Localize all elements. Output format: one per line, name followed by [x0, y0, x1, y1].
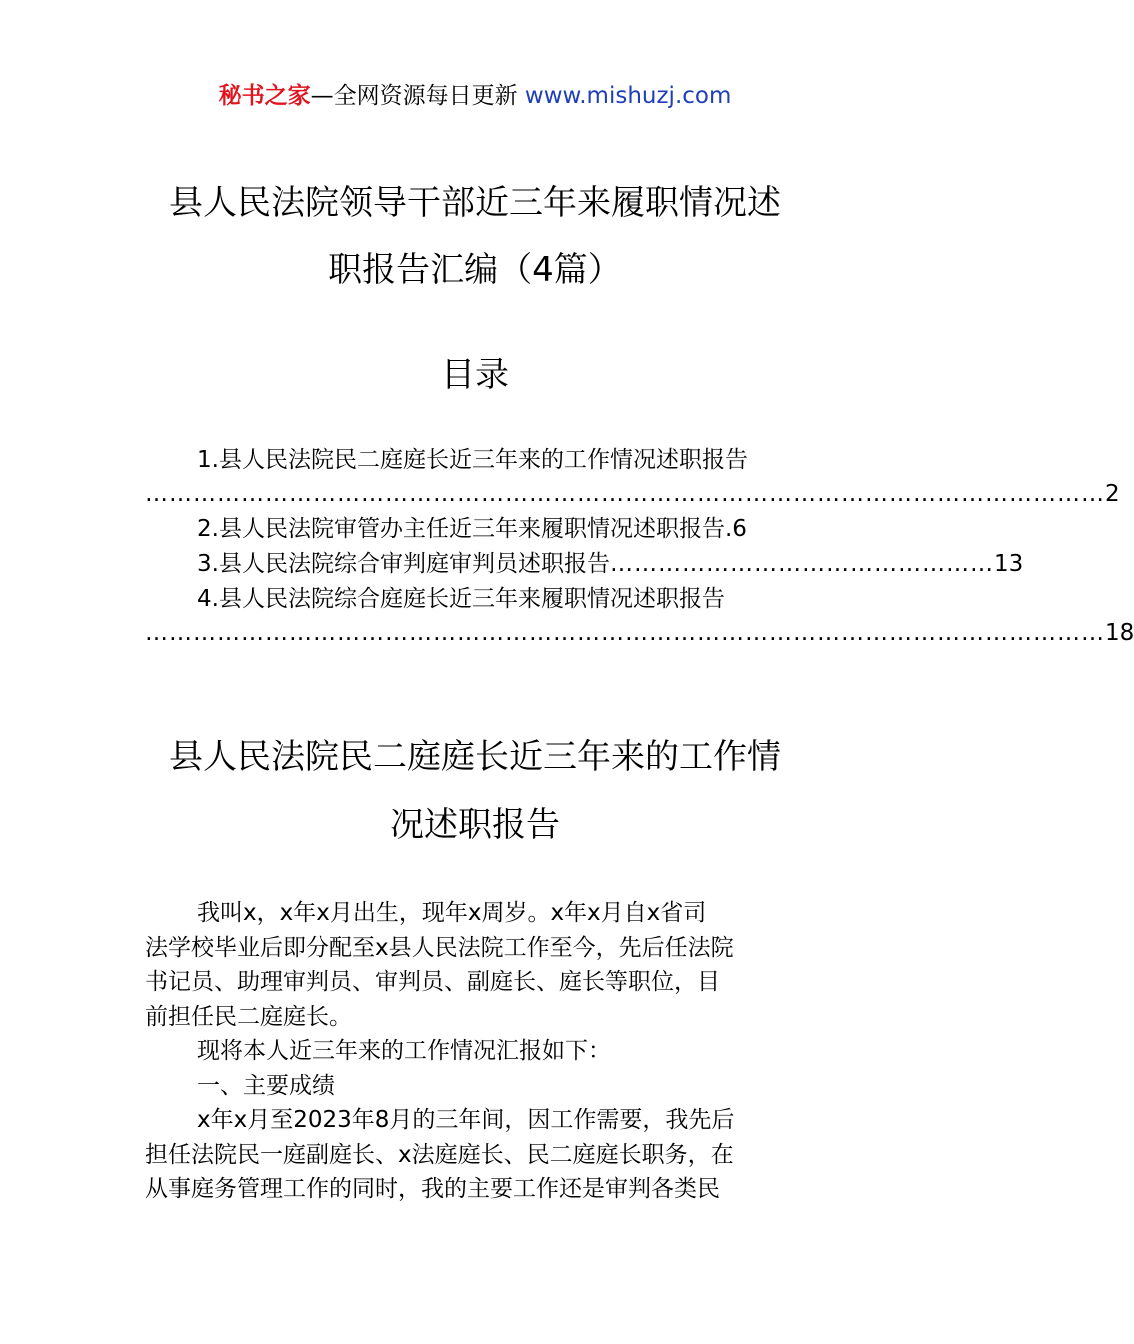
toc-item-1-text[interactable]: 1.县人民法院民二庭庭长近三年来的工作情况述职报告	[197, 447, 748, 473]
article-body	[145, 896, 805, 1207]
toc-item-2[interactable]	[145, 513, 805, 545]
brand-name: 秘书之家	[218, 83, 311, 109]
paragraph-3-line-3: 从事庭务管理工作的同时，我的主要工作还是审判各类民	[145, 1176, 720, 1202]
paragraph-3-line-2: 担任法院民一庭副庭长、x法庭庭长、民二庭庭长职务，在	[145, 1141, 734, 1168]
toc-item-3[interactable]	[145, 548, 1024, 580]
dot-leader: …………………………………………………………………………………………………………	[145, 620, 1105, 646]
toc-item-1-page: 2	[1105, 481, 1120, 507]
paragraph-1-line-2: 法学校毕业后即分配至x县人民法院工作至今，先后任法院	[145, 934, 734, 961]
toc-item-4-text[interactable]: 4.县人民法院综合庭庭长近三年来履职情况述职报告	[197, 586, 725, 612]
toc-heading: 目录	[441, 355, 509, 395]
toc-item-1-leader[interactable]	[145, 478, 1120, 510]
toc-item-4-leader[interactable]	[145, 617, 1134, 649]
section-heading-1: 一、主要成绩	[197, 1072, 335, 1099]
toc-item-2-text: 2.县人民法院审管办主任近三年来履职情况述职报告.	[197, 516, 733, 542]
document-title-line-2: 职报告汇编（4篇）	[328, 250, 622, 290]
dot-leader: …………………………………………………………………………………………………………	[145, 481, 1105, 507]
paragraph-1-line-1: 我叫x，x年x月出生，现年x周岁。x年x月自x省司	[197, 900, 707, 926]
site-url-link[interactable]: www.mishuzj.com	[524, 83, 732, 109]
paragraph-1-line-3: 书记员、助理审判员、审判员、副庭长、庭长等职位，目	[145, 969, 720, 995]
article-title-line-2: 况述职报告	[390, 805, 560, 845]
toc-item-2-page: 6	[732, 516, 747, 542]
paragraph-1-line-4: 前担任民二庭庭长。	[145, 1003, 352, 1030]
document-title-line-1: 县人民法院领导干部近三年来履职情况述	[169, 183, 781, 223]
site-header	[0, 80, 950, 112]
paragraph-2: 现将本人近三年来的工作情况汇报如下：	[197, 1038, 611, 1064]
dot-leader: …………………………………………	[609, 551, 994, 577]
toc-item-3-text: 3.县人民法院综合审判庭审判员述职报告	[197, 551, 610, 577]
article-title-line-1: 县人民法院民二庭庭长近三年来的工作情	[169, 737, 781, 777]
toc-item-3-page: 13	[993, 551, 1024, 577]
header-tagline: —全网资源每日更新	[310, 83, 525, 109]
toc-item-4-page: 18	[1105, 620, 1134, 646]
paragraph-3-line-1: x年x月至2023年8月的三年间，因工作需要，我先后	[197, 1107, 735, 1133]
